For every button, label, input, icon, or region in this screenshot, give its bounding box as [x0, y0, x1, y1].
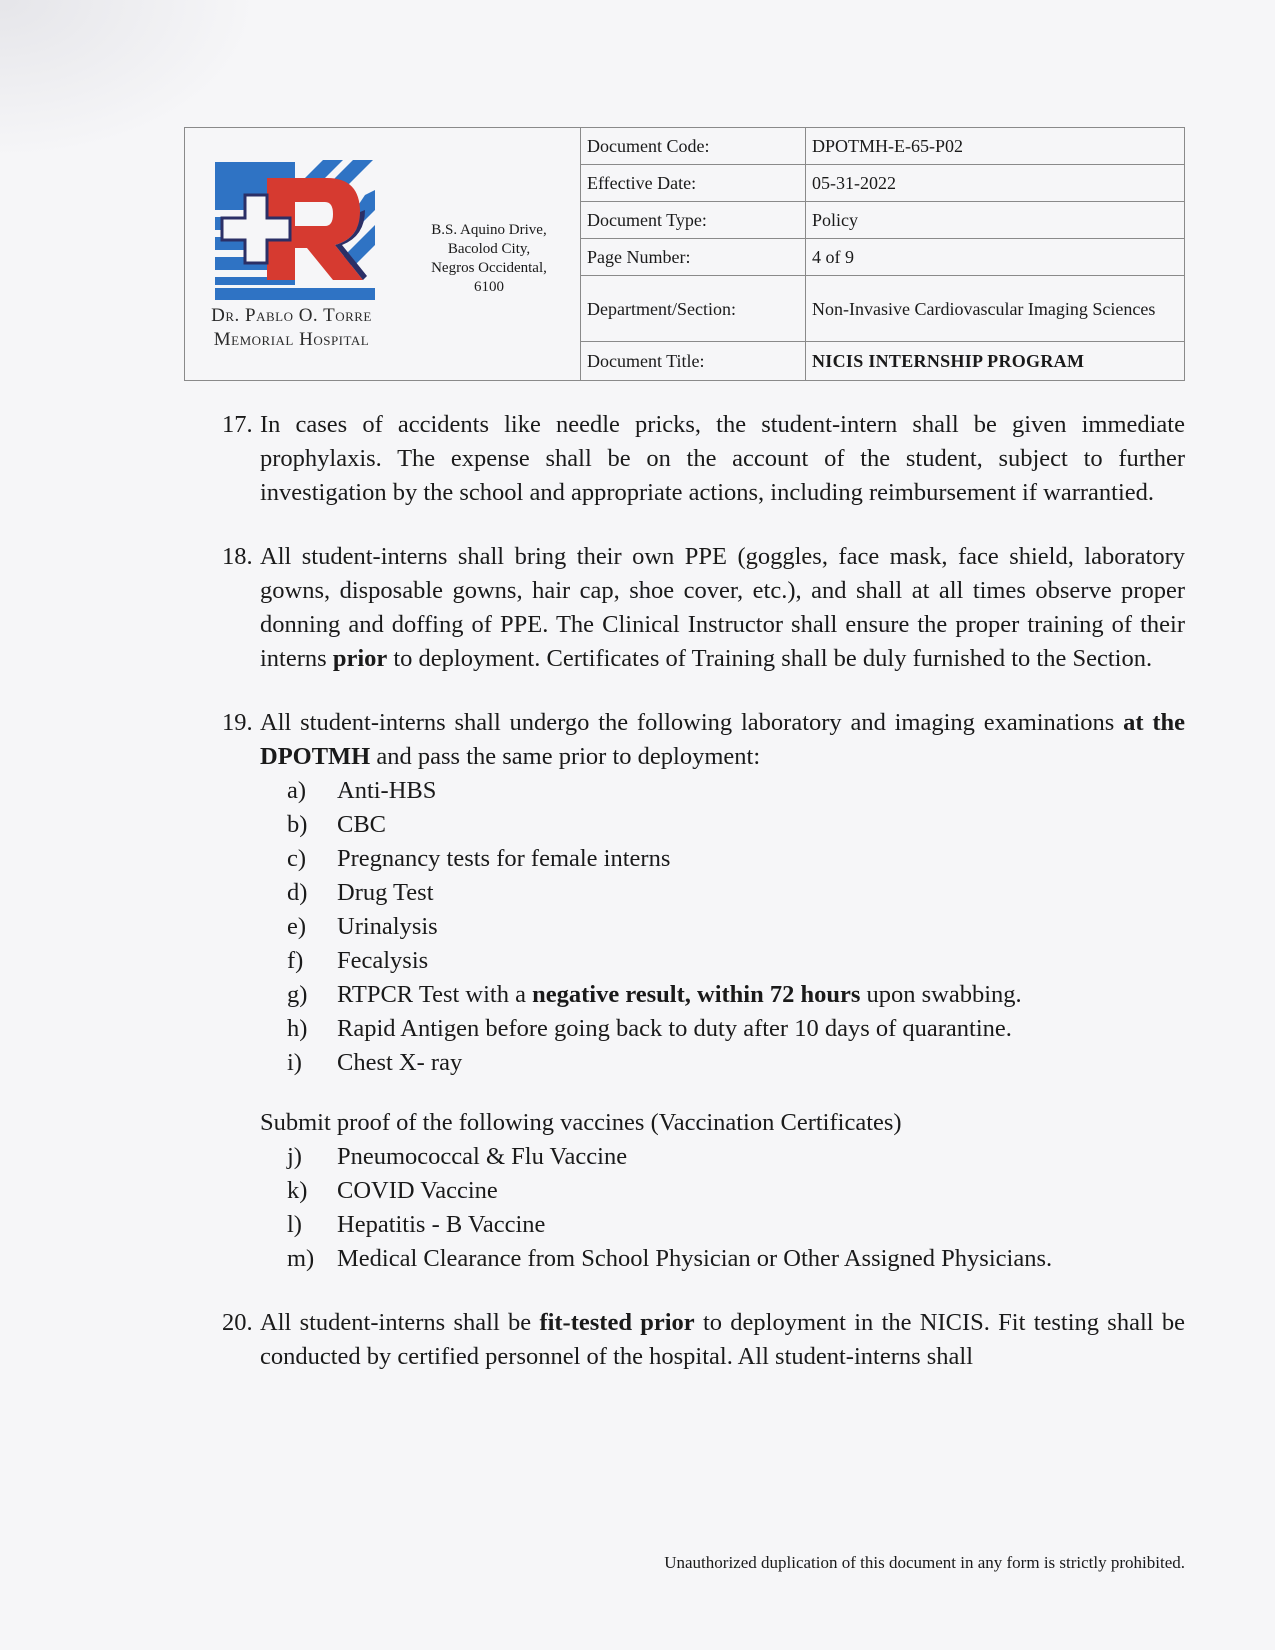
exam-list [260, 774, 1185, 1080]
list-item [287, 842, 1185, 876]
hospital-logo-icon [215, 150, 375, 300]
list-letter: k) [287, 1177, 308, 1204]
address-line: B.S. Aquino Drive, [431, 222, 547, 238]
effective-date-value: 05-31-2022 [806, 165, 1185, 202]
vaccine-list [260, 1140, 1185, 1276]
list-item [287, 876, 1185, 910]
document-info-table [580, 128, 1184, 380]
policy-item-18 [222, 540, 1185, 676]
list-text [337, 978, 1022, 1012]
list-text-part: upon swabbing. [860, 981, 1022, 1008]
policy-item-20 [222, 1306, 1185, 1374]
effective-date-label: Effective Date: [581, 165, 806, 202]
list-item [287, 1140, 1185, 1174]
list-item [287, 978, 1185, 1012]
doc-title-label: Document Title: [581, 342, 806, 380]
department-label: Department/Section: [581, 276, 806, 342]
table-row [581, 202, 1185, 239]
list-text: Medical Clearance from School Physician or Other Assigned Physicians. [337, 1245, 1053, 1272]
document-header [184, 127, 1185, 381]
table-row [581, 342, 1185, 380]
item-text-bold: prior [332, 645, 388, 672]
hospital-name-line1: Dr. Pablo O. Torre [211, 305, 372, 326]
list-item [287, 1208, 1185, 1242]
table-row [581, 276, 1185, 342]
list-item [287, 1242, 1185, 1276]
list-text: Fecalysis [337, 947, 429, 974]
doc-title-value: NICIS INTERNSHIP PROGRAM [806, 342, 1185, 380]
item-text-part: to deployment. Certificates of Training shall be duly furnished to the Section. [387, 645, 1153, 672]
list-item [287, 944, 1185, 978]
policy-content [222, 408, 1185, 1404]
list-text: CBC [337, 811, 387, 838]
policy-item-19 [222, 706, 1185, 1276]
list-item [287, 1174, 1185, 1208]
logo-cell [185, 128, 398, 380]
item-text-part: All student-interns shall be [260, 1309, 540, 1336]
list-text: Pregnancy tests for female interns [337, 845, 671, 872]
list-text: Chest X- ray [337, 1049, 463, 1076]
list-text: Rapid Antigen before going back to duty after 10 days of quarantine. [337, 1015, 1012, 1042]
footer-notice: Unauthorized duplication of this document in any form is strictly prohibited. [664, 1553, 1185, 1572]
list-text: Anti-HBS [337, 777, 437, 804]
list-letter: a) [287, 777, 307, 804]
item-text-part: and pass the same prior to deployment: [370, 743, 761, 770]
list-text: Pneumococcal & Flu Vaccine [337, 1143, 628, 1170]
item-text-part: All student-interns shall undergo the following laboratory and imaging examinations [260, 709, 1124, 736]
hospital-name [185, 304, 398, 352]
list-letter: e) [287, 913, 307, 940]
list-letter: f) [287, 947, 304, 974]
list-item [287, 1012, 1185, 1046]
list-letter: d) [287, 879, 308, 906]
item-number: 18. [222, 543, 253, 570]
item-text-bold: fit-tested prior [539, 1309, 695, 1336]
department-value: Non-Invasive Cardiovascular Imaging Sciences [806, 276, 1185, 342]
table-row [581, 128, 1185, 165]
list-text-bold: negative result, within 72 hours [532, 981, 861, 1008]
item-number: 19. [222, 709, 253, 736]
item-number: 20. [222, 1309, 253, 1336]
list-letter: c) [287, 845, 307, 872]
doc-type-label: Document Type: [581, 202, 806, 239]
item-text-bold: at the DPOTMH [260, 709, 1185, 770]
item-number: 17. [222, 411, 253, 438]
item-text-part: to deployment in the NICIS. Fit testing shall be conducted by certified personnel of the hospital. All student-interns shall [260, 1309, 1185, 1370]
list-letter: g) [287, 981, 308, 1008]
item-text-part: All student-interns shall bring their own PPE (goggles, face mask, face shield, laboratory gowns, disposable gowns, hair cap, shoe cover, etc.), and shall at all times observe proper donning and doffing of PPE. The Clinical Instructor shall ensure the proper training of their interns [260, 543, 1185, 672]
list-letter: l) [287, 1211, 302, 1238]
table-row [581, 239, 1185, 276]
doc-code-label: Document Code: [581, 128, 806, 165]
list-letter: m) [287, 1245, 315, 1272]
address-line: Negros Occidental, [431, 260, 547, 276]
list-text: Urinalysis [337, 913, 438, 940]
policy-item-17 [222, 408, 1185, 510]
page-number-label: Page Number: [581, 239, 806, 276]
address-line: Bacolod City, [447, 241, 531, 257]
table-row [581, 165, 1185, 202]
address-line: 6100 [473, 279, 504, 295]
doc-code-value: DPOTMH-E-65-P02 [806, 128, 1185, 165]
item-text [260, 1306, 1185, 1374]
vaccine-intro: Submit proof of the following vaccines (Vaccination Certificates) [260, 1109, 902, 1136]
list-letter: b) [287, 811, 308, 838]
item-text [260, 706, 1185, 1276]
list-text: COVID Vaccine [337, 1177, 498, 1204]
list-item [287, 1046, 1185, 1080]
list-item [287, 774, 1185, 808]
list-text-part: RTPCR Test with a [337, 981, 533, 1008]
list-letter: j) [287, 1143, 302, 1170]
hospital-address [398, 128, 580, 380]
list-text: Drug Test [337, 879, 434, 906]
list-text: Hepatitis - B Vaccine [337, 1211, 546, 1238]
item-text: In cases of accidents like needle pricks, the student-intern shall be given immediate prophylaxis. The expense shall be on the account of the student, subject to further investigation by the school and appropriate actions, including reimbursement if warrantied. [260, 411, 1185, 506]
list-letter: h) [287, 1015, 308, 1042]
list-item [287, 808, 1185, 842]
hospital-name-line2: Memorial Hospital [213, 329, 370, 350]
doc-type-value: Policy [806, 202, 1185, 239]
list-item [287, 910, 1185, 944]
item-text [260, 540, 1185, 676]
list-letter: i) [287, 1049, 302, 1076]
page-number-value: 4 of 9 [806, 239, 1185, 276]
